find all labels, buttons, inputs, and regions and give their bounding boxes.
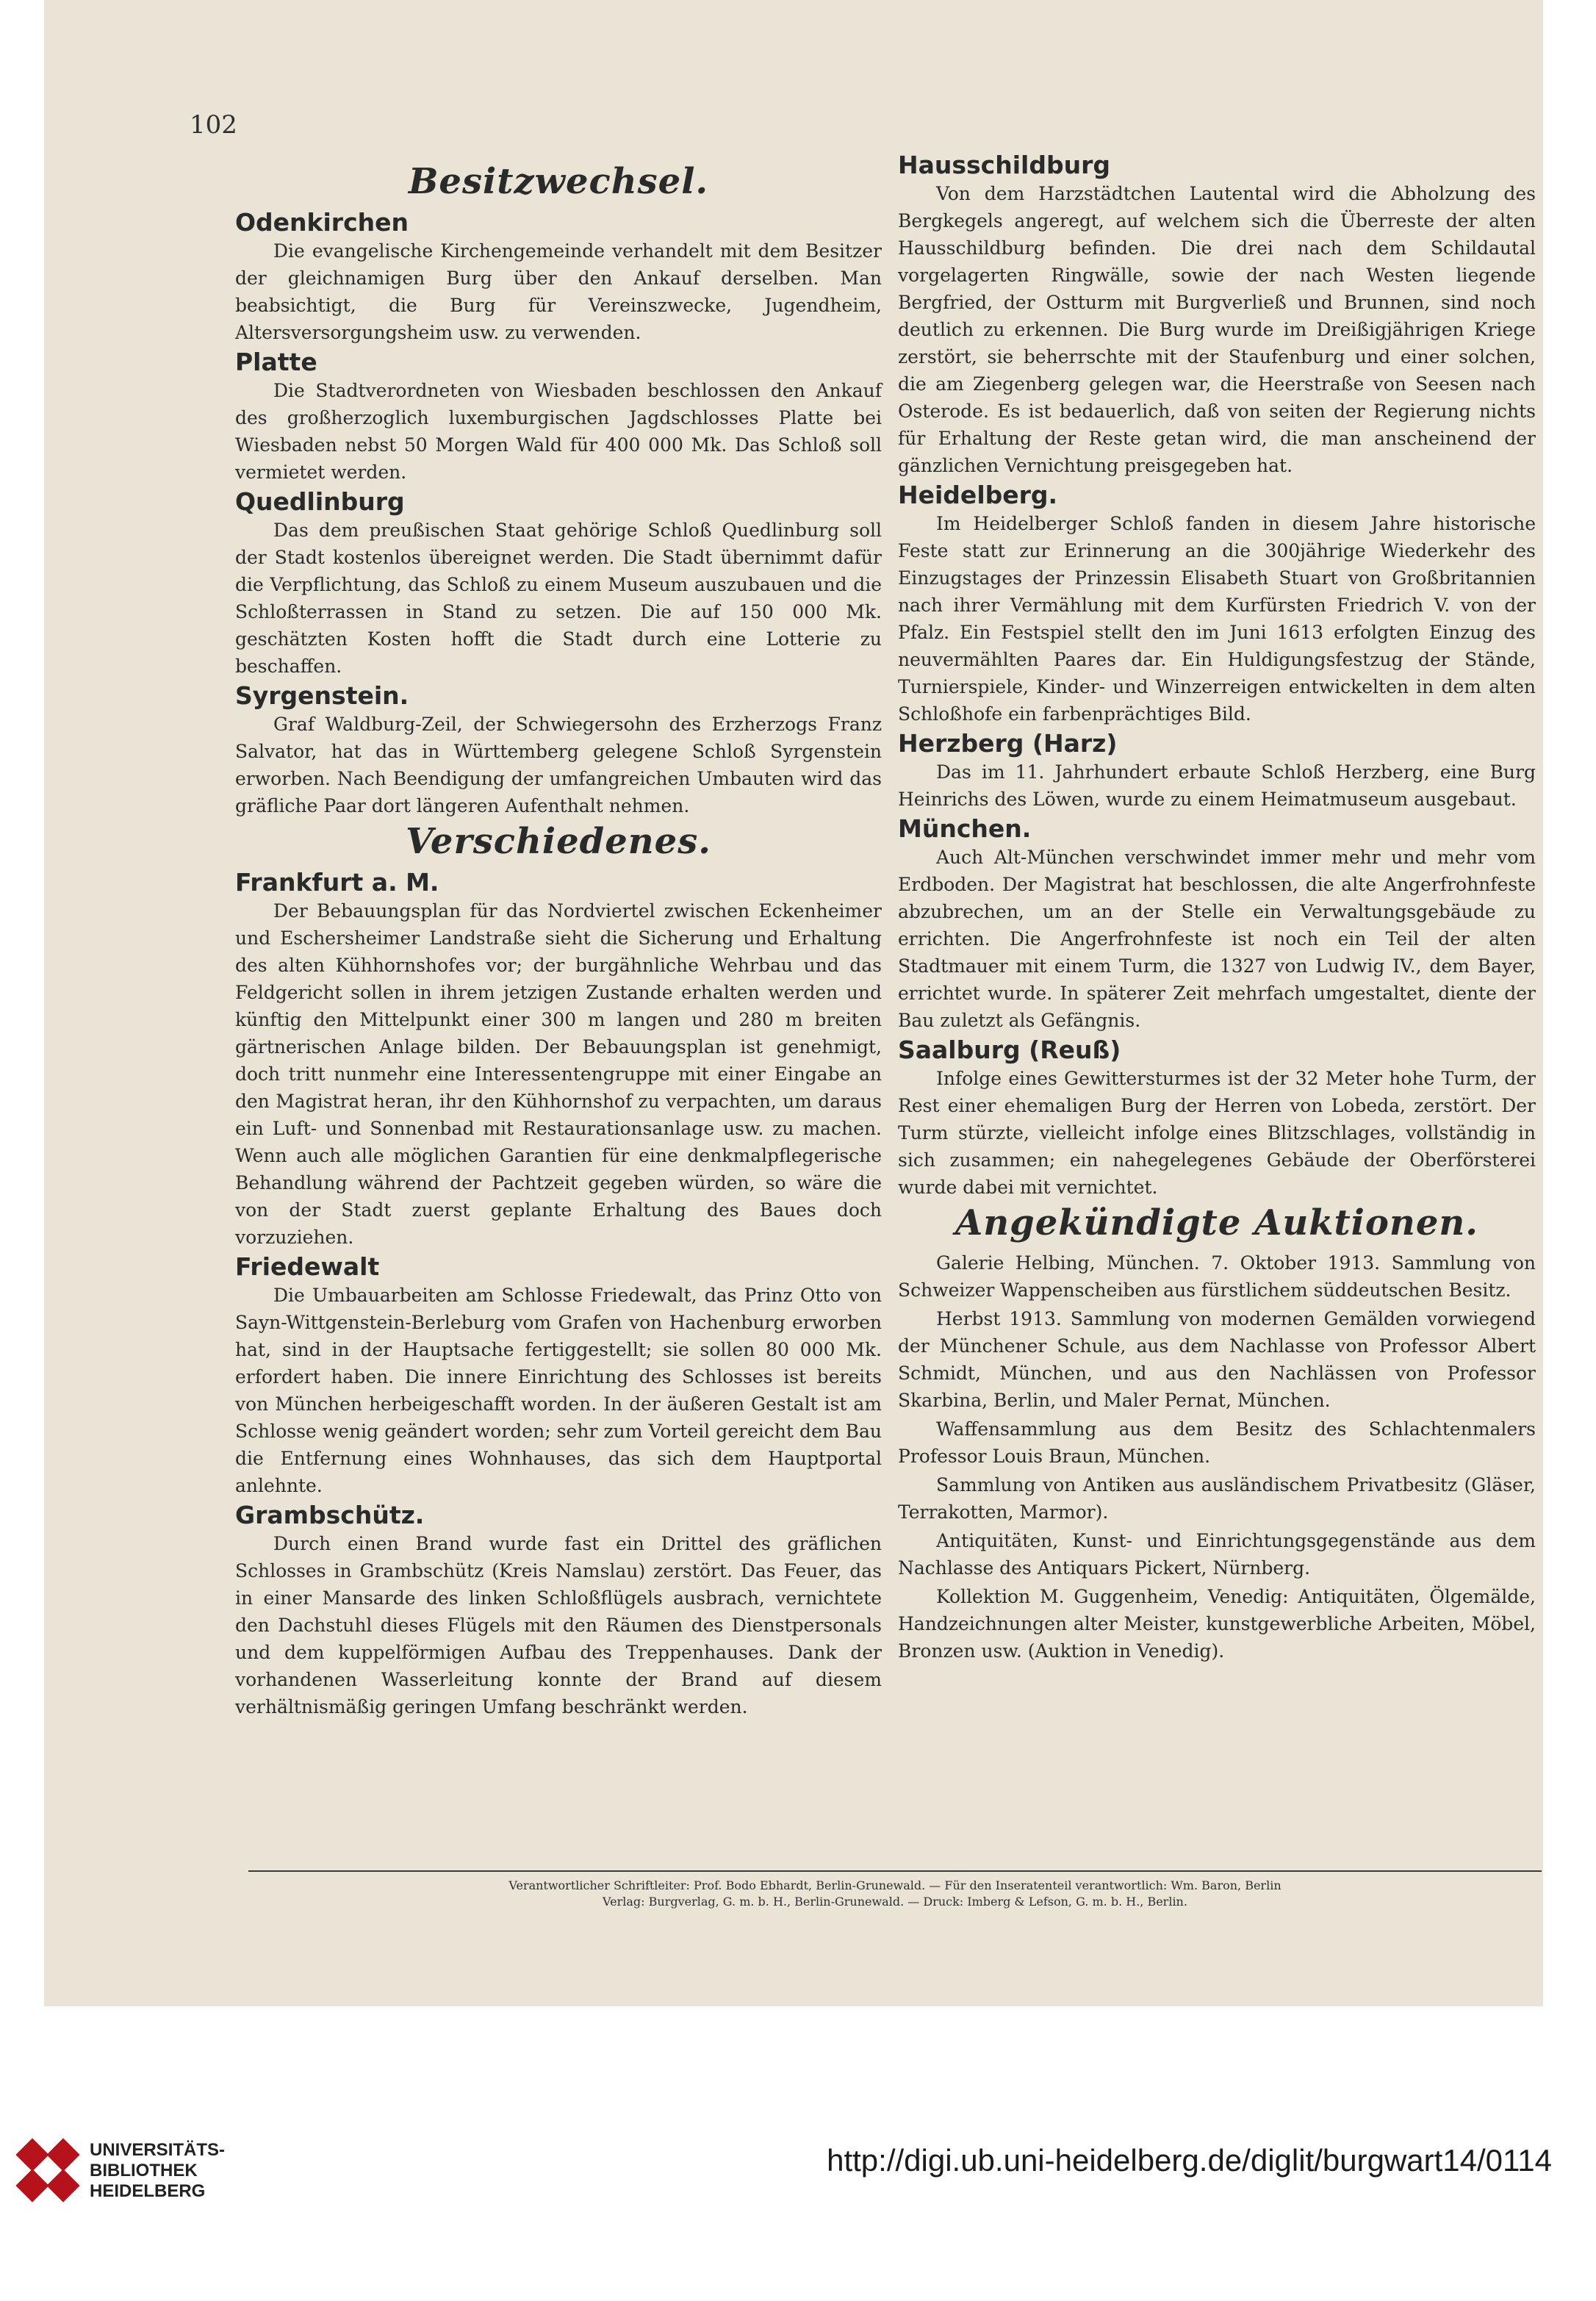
auction-list — [898, 1249, 1536, 1665]
auction-entry: Kollektion M. Guggenheim, Venedig: Antiquitäten, Ölgemälde, Handzeichnungen alter Meister, kunstgewerbliche Arbeiten, Möbel, Bronzen usw. (Auktion in Venedig). — [898, 1586, 1536, 1662]
article-heading: München. — [898, 814, 1032, 843]
auction-entry: Waffensammlung aus dem Besitz des Schlachtenmalers Professor Louis Braun, München. — [898, 1418, 1536, 1467]
section-title-verschiedenes: Verschiedenes. — [406, 821, 711, 862]
library-name — [90, 2140, 225, 2202]
article-heading: Hausschildburg — [898, 151, 1110, 179]
article-paragraph: Der Bebauungsplan für das Nordviertel zwischen Eckenheimer und Eschersheimer Landstraße sieht die Sicherung und Erhaltung des alten Kühhornshofes vor; der burgähnliche Wehrbau und das Feldgericht sollen in ihrem jetzigen Zustande erhalten werden und künftig den Mittelpunkt einer 300 m langen und 280 m breiten gärtnerischen Anlage bilden. Der Bebauungsplan ist genehmigt, doch tritt nunmehr eine Interessentengruppe mit einer Eingabe an den Magistrat heran, ihr den Kühhornshof zu verpachten, um daraus ein Luft- und Sonnenbad mit Restaurationsanlage usw. zu machen. Wenn auch alle möglichen Garantien für eine denkmalpflegerische Behandlung während der Pachtzeit gegeben würden, so wäre die von der Stadt zuerst geplante Erhaltung des Baues doch vorzuziehen. — [235, 900, 882, 1248]
library-name-line-3: HEIDELBERG — [90, 2181, 206, 2201]
article-paragraph: Die evangelische Kirchengemeinde verhandelt mit dem Besitzer der gleichnamigen Burg über den Ankauf derselben. Man beabsichtigt, die Burg für Vereinszwecke, Jugendheim, Altersversorgungsheim usw. zu verwenden. — [235, 240, 882, 343]
article-heading: Quedlinburg — [235, 487, 405, 516]
section-title-besitzwechsel: Besitzwechsel. — [408, 161, 709, 202]
left-column — [235, 151, 882, 1722]
left-articles-2 — [235, 868, 882, 1720]
article-heading: Herzberg (Harz) — [898, 729, 1118, 758]
imprint-line-1: Verantwortlicher Schriftleiter: Prof. Bodo Ebhardt, Berlin-Grunewald. — Für den Inseratenteil verantwortlich: Wm. Baron, Berlin — [508, 1878, 1282, 1892]
library-name-line-1: UNIVERSITÄTS- — [90, 2140, 226, 2160]
article-paragraph: Das im 11. Jahrhundert erbaute Schloß Herzberg, eine Burg Heinrichs des Löwen, wurde zu einem Heimatmuseum ausgebaut. — [898, 761, 1536, 810]
article-heading: Odenkirchen — [235, 208, 409, 237]
auction-entry: Galerie Helbing, München. 7. Oktober 1913. Sammlung von Schweizer Wappenscheiben aus fürstlichem süddeutschen Besitz. — [898, 1252, 1536, 1301]
source-url-link[interactable]: http://digi.ub.uni-heidelberg.de/diglit/burgwart14/0114 — [827, 2143, 1552, 2178]
auction-entry: Herbst 1913. Sammlung von modernen Gemälden vorwiegend der Münchener Schule, aus dem Nachlasse von Professor Albert Schmidt, München, und aus den Nachlässen von Professor Skarbina, Berlin, und Maler Pernat, München. — [898, 1308, 1536, 1411]
left-articles — [235, 208, 882, 819]
article-paragraph: Das dem preußischen Staat gehörige Schloß Quedlinburg soll der Stadt kostenlos übereignet werden. Die Stadt übernimmt dafür die Verpflichtung, das Schloß zu einem Museum auszubauen und die Schloßterrassen in Stand zu setzen. Die auf 150 000 Mk. geschätzten Kosten hofft die Stadt durch eine Lotterie zu beschaffen. — [235, 520, 882, 677]
article-paragraph: Die Stadtverordneten von Wiesbaden beschlossen den Ankauf des großherzoglich luxemburgischen Jagdschlosses Platte bei Wiesbaden nebst 50 Morgen Wald für 400 000 Mk. Das Schloß soll vermietet werden. — [235, 380, 882, 483]
library-logo-icon — [15, 2137, 81, 2203]
article-paragraph: Im Heidelberger Schloß fanden in diesem Jahre historische Feste statt zur Erinnerung an die 300jährige Wiederkehr des Einzugstages der Prinzessin Elisabeth Stuart von Großbritannien nach ihrer Vermählung mit dem Kurfürsten Friedrich V. von der Pfalz. Ein Festspiel stellt den im Juni 1613 erfolgten Einzug des neuvermählten Paares dar. Ein Huldigungsfestzug der Stände, Turnierspiele, Kinder- und Winzerreigen entwickelten in dem alten Schloßhofe ein farbenprächtiges Bild. — [898, 513, 1536, 725]
article-heading: Grambschütz. — [235, 1501, 425, 1529]
article-heading: Platte — [235, 348, 317, 376]
article-heading: Frankfurt a. M. — [235, 868, 439, 897]
article-paragraph: Graf Waldburg-Zeil, der Schwiegersohn des Erzherzogs Franz Salvator, hat das in Württemberg gelegene Schloß Syrgenstein erworben. Nach Beendigung der umfangreichen Umbauten wird das gräfliche Paar dort längeren Aufenthalt nehmen. — [235, 714, 882, 816]
article-paragraph: Die Umbauarbeiten am Schlosse Friedewalt, das Prinz Otto von Sayn-Wittgenstein-Berleburg vom Grafen von Hachenburg erworben hat, sind in der Hauptsache fertiggestellt; sie sollen 80 000 Mk. erfordert haben. Die innere Einrichtung des Schlosses ist bereits von München herbeigeschafft worden. In der äußeren Gestalt ist am Schlosse wenig geändert worden; sehr zum Vorteil gereicht dem Bau die Entfernung eines Wohnhauses, das sich dem Hauptportal anlehnte. — [235, 1285, 882, 1496]
article-paragraph: Durch einen Brand wurde fast ein Drittel des gräflichen Schlosses in Grambschütz (Kreis Namslau) zerstört. Das Feuer, das in einer Mansarde des linken Schloßflügels ausbrach, vernichtete den Dachstuhl dieses Flügels mit den Räumen des Dienstpersonals und dem kuppelförmigen Aufbau des Treppenhauses. Dank der vorhandenen Wasserleitung konnte der Brand auf diesem verhältnismäßig geringen Umfang beschränkt werden. — [235, 1533, 882, 1717]
right-column — [898, 151, 1536, 1666]
article-paragraph: Von dem Harzstädtchen Lautental wird die Abholzung des Bergkegels angeregt, auf welchem sich die Überreste der alten Hausschildburg befinden. Die drei nach dem Schildautal vorgelagerten Ringwälle, sowie der nach Westen liegende Bergfried, der Ostturm mit Burgverließ und Brunnen, sind noch deutlich zu erkennen. Die Burg wurde im Dreißigjährigen Kriege zerstört, sie beherrschte mit der Staufenburg und einer solchen, die am Ziegenberg gelegen war, die Heerstraße von Seesen nach Osterode. Es ist bedauerlich, daß von seiten der Regierung nichts für Erhaltung der Reste getan wird, die man anscheinend der gänzlichen Vernichtung preisgegeben hat. — [898, 183, 1536, 476]
auction-entry: Sammlung von Antiken aus ausländischem Privatbesitz (Gläser, Terrakotten, Marmor). — [898, 1474, 1536, 1523]
library-name-line-2: BIBLIOTHEK — [90, 2161, 198, 2180]
article-heading: Heidelberg. — [898, 481, 1058, 509]
imprint-line-2: Verlag: Burgverlag, G. m. b. H., Berlin-Grunewald. — Druck: Imberg & Lefson, G. m. b. H., Berlin. — [603, 1895, 1187, 1909]
article-heading: Syrgenstein. — [235, 681, 409, 710]
article-paragraph: Auch Alt-München verschwindet immer mehr und mehr vom Erdboden. Der Magistrat hat beschlossen, die alte Angerfrohnfeste abzubrechen, um an der Stelle ein Verwaltungsgebäude zu errichten. Die Angerfrohnfeste ist noch ein Teil der alten Stadtmauer mit einem Turm, die 1327 von Ludwig IV., dem Bayer, errichtet wurde. In späterer Zeit mehrfach umgestaltet, diente der Bau zuletzt als Gefängnis. — [898, 847, 1536, 1031]
imprint — [248, 1870, 1542, 1910]
article-heading: Saalburg (Reuß) — [898, 1035, 1121, 1064]
auction-entry: Antiquitäten, Kunst- und Einrichtungsgegenstände aus dem Nachlasse des Antiquars Pickert, Nürnberg. — [898, 1530, 1536, 1579]
article-paragraph: Infolge eines Gewittersturmes ist der 32 Meter hohe Turm, der Rest einer ehemaligen Burg der Herren von Lobeda, zerstört. Der Turm stürzte, vielleicht infolge eines Blitzschlages, vollständig in sich zusammen; ein nahegelegenes Gebäude der Oberförsterei wurde dabei mit vernichtet. — [898, 1068, 1536, 1198]
section-title-auktionen: Angekündigte Auktionen. — [955, 1202, 1478, 1243]
page-number: 102 — [190, 110, 237, 140]
article-heading: Friedewalt — [235, 1252, 380, 1281]
right-articles — [898, 151, 1536, 1201]
